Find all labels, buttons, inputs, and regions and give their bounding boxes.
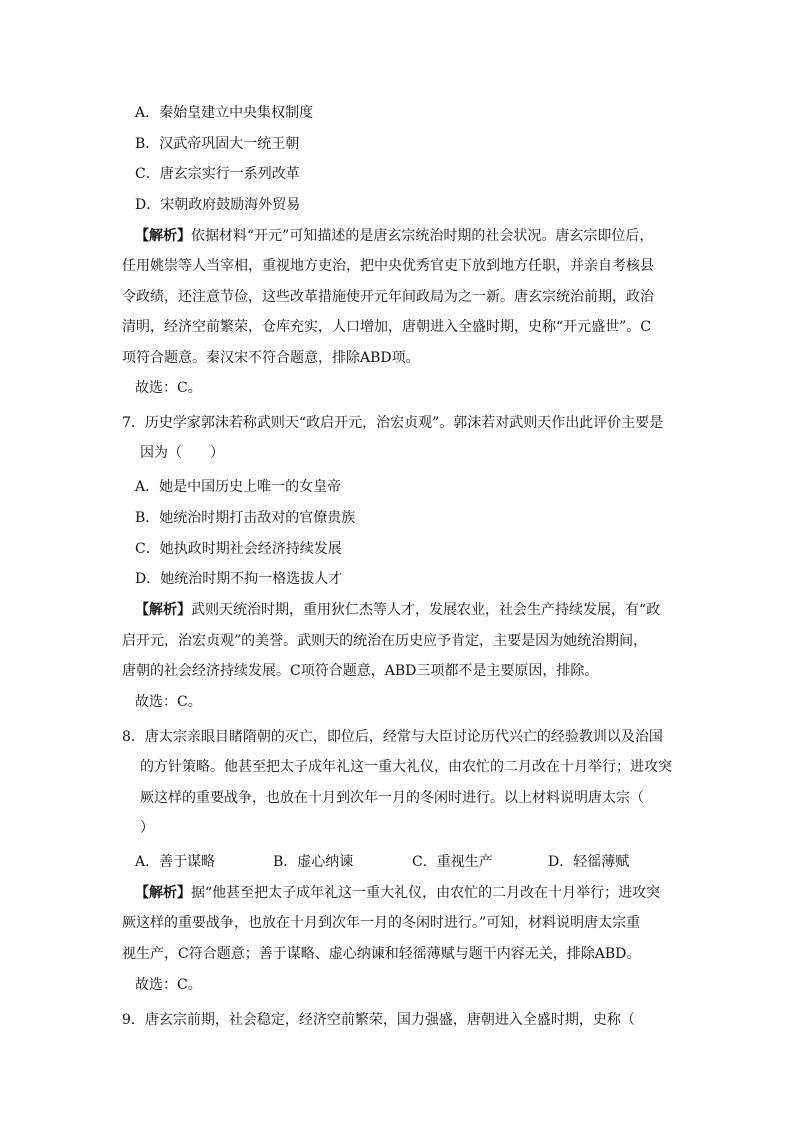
q8-option-a: A．善于谋略 — [135, 854, 216, 870]
q7-analysis-line-2: 启开元，治宏贞观”的美誉。武则天的统治在历史应予肯定，主要是因为她统治期间， — [122, 633, 648, 649]
q9-stem-line-1: 9．唐玄宗前期，社会稳定，经济空前繁荣，国力强盛，唐朝进入全盛时期，史称（ — [122, 1012, 635, 1028]
q7-option-c: C．她执政时期社会经济持续发展 — [135, 541, 342, 557]
q8-stem-line-2: 的方针策略。他甚至把太子成年礼这一重大礼仪，由农忙的二月改在十月举行；进攻突 — [140, 759, 672, 775]
q7-option-d: D．她统治时期不拘一格选拔人才 — [135, 571, 343, 587]
q8-option-b: B．虚心纳谏 — [273, 854, 354, 870]
q7-stem-line-1: 7．历史学家郭沫若称武则天“政启开元，治宏贞观”。郭沫若对武则天作出此评价主要是 — [122, 415, 664, 431]
q7-stem-line-2: 因为（ ） — [140, 445, 224, 461]
q8-answer: 故选：C。 — [135, 977, 202, 993]
q8-analysis-line-2: 厥这样的重要战争，也放在十月到次年一月的冬闲时进行。”可知，材料说明唐太宗重 — [122, 915, 641, 931]
q8-analysis-line-3: 视生产，C符合题意；善于谋略、虚心纳谏和轻徭薄赋与题干内容无关，排除ABD。 — [122, 946, 641, 962]
q6-analysis-line-3: 令政绩，还注意节俭，这些改革措施使开元年间政局为之一新。唐玄宗统治前期，政治 — [122, 289, 654, 305]
q8-stem-line-4: ） — [140, 820, 154, 836]
q8-stem-line-1: 8．唐太宗亲眼目睹隋朝的灭亡，即位后，经常与大臣讨论历代兴亡的经验教训以及治国 — [122, 729, 663, 745]
q6-option-a: A．秦始皇建立中央集权制度 — [135, 105, 314, 121]
q7-analysis-label: 【解析】 — [135, 602, 191, 618]
q6-option-b: B．汉武帝巩固大一统王朝 — [135, 136, 300, 152]
q6-analysis-line-1 — [135, 226, 653, 246]
q6-analysis-text-1: 依据材料“开元”可知描述的是唐玄宗统治时期的社会状况。唐玄宗即位后， — [191, 228, 654, 244]
q8-option-c: C．重视生产 — [412, 854, 493, 870]
q7-option-b: B．她统治时期打击敌对的官僚贵族 — [135, 510, 356, 526]
q6-option-c: C．唐玄宗实行一系列改革 — [135, 166, 300, 182]
q6-option-d: D．宋朝政府鼓励海外贸易 — [135, 197, 301, 213]
q7-option-a: A．她是中国历史上唯一的女皇帝 — [135, 479, 342, 495]
q8-analysis-line-1 — [135, 883, 660, 903]
q7-analysis-line-3: 唐朝的社会经济持续发展。C项符合题意，ABD三项都不是主要原因，排除。 — [122, 663, 599, 679]
q7-analysis-line-1 — [135, 600, 660, 620]
q7-answer: 故选：C。 — [135, 694, 202, 710]
q8-analysis-text-1: 据“他甚至把太子成年礼这一重大礼仪，由农忙的二月改在十月举行；进攻突 — [191, 885, 661, 901]
q8-option-d: D．轻徭薄赋 — [548, 854, 630, 870]
q6-analysis-line-4: 清明，经济空前繁荣，仓库充实，人口增加，唐朝进入全盛时期，史称“开元盛世”。C — [122, 319, 652, 335]
q8-stem-line-3: 厥这样的重要战争，也放在十月到次年一月的冬闲时进行。以上材料说明唐太宗（ — [140, 790, 644, 806]
q6-analysis-line-5: 项符合题意。秦汉宋不符合题意，排除ABD项。 — [122, 350, 420, 366]
q7-analysis-text-1: 武则天统治时期，重用狄仁杰等人才，发展农业，社会生产持续发展，有“政 — [191, 602, 661, 618]
q6-analysis-label: 【解析】 — [135, 228, 191, 244]
q6-answer: 故选：C。 — [135, 380, 202, 396]
q6-analysis-line-2: 任用姚崇等人当宰相，重视地方吏治，把中央优秀官吏下放到地方任职，并亲自考核县 — [122, 258, 654, 274]
q8-analysis-label: 【解析】 — [135, 885, 191, 901]
